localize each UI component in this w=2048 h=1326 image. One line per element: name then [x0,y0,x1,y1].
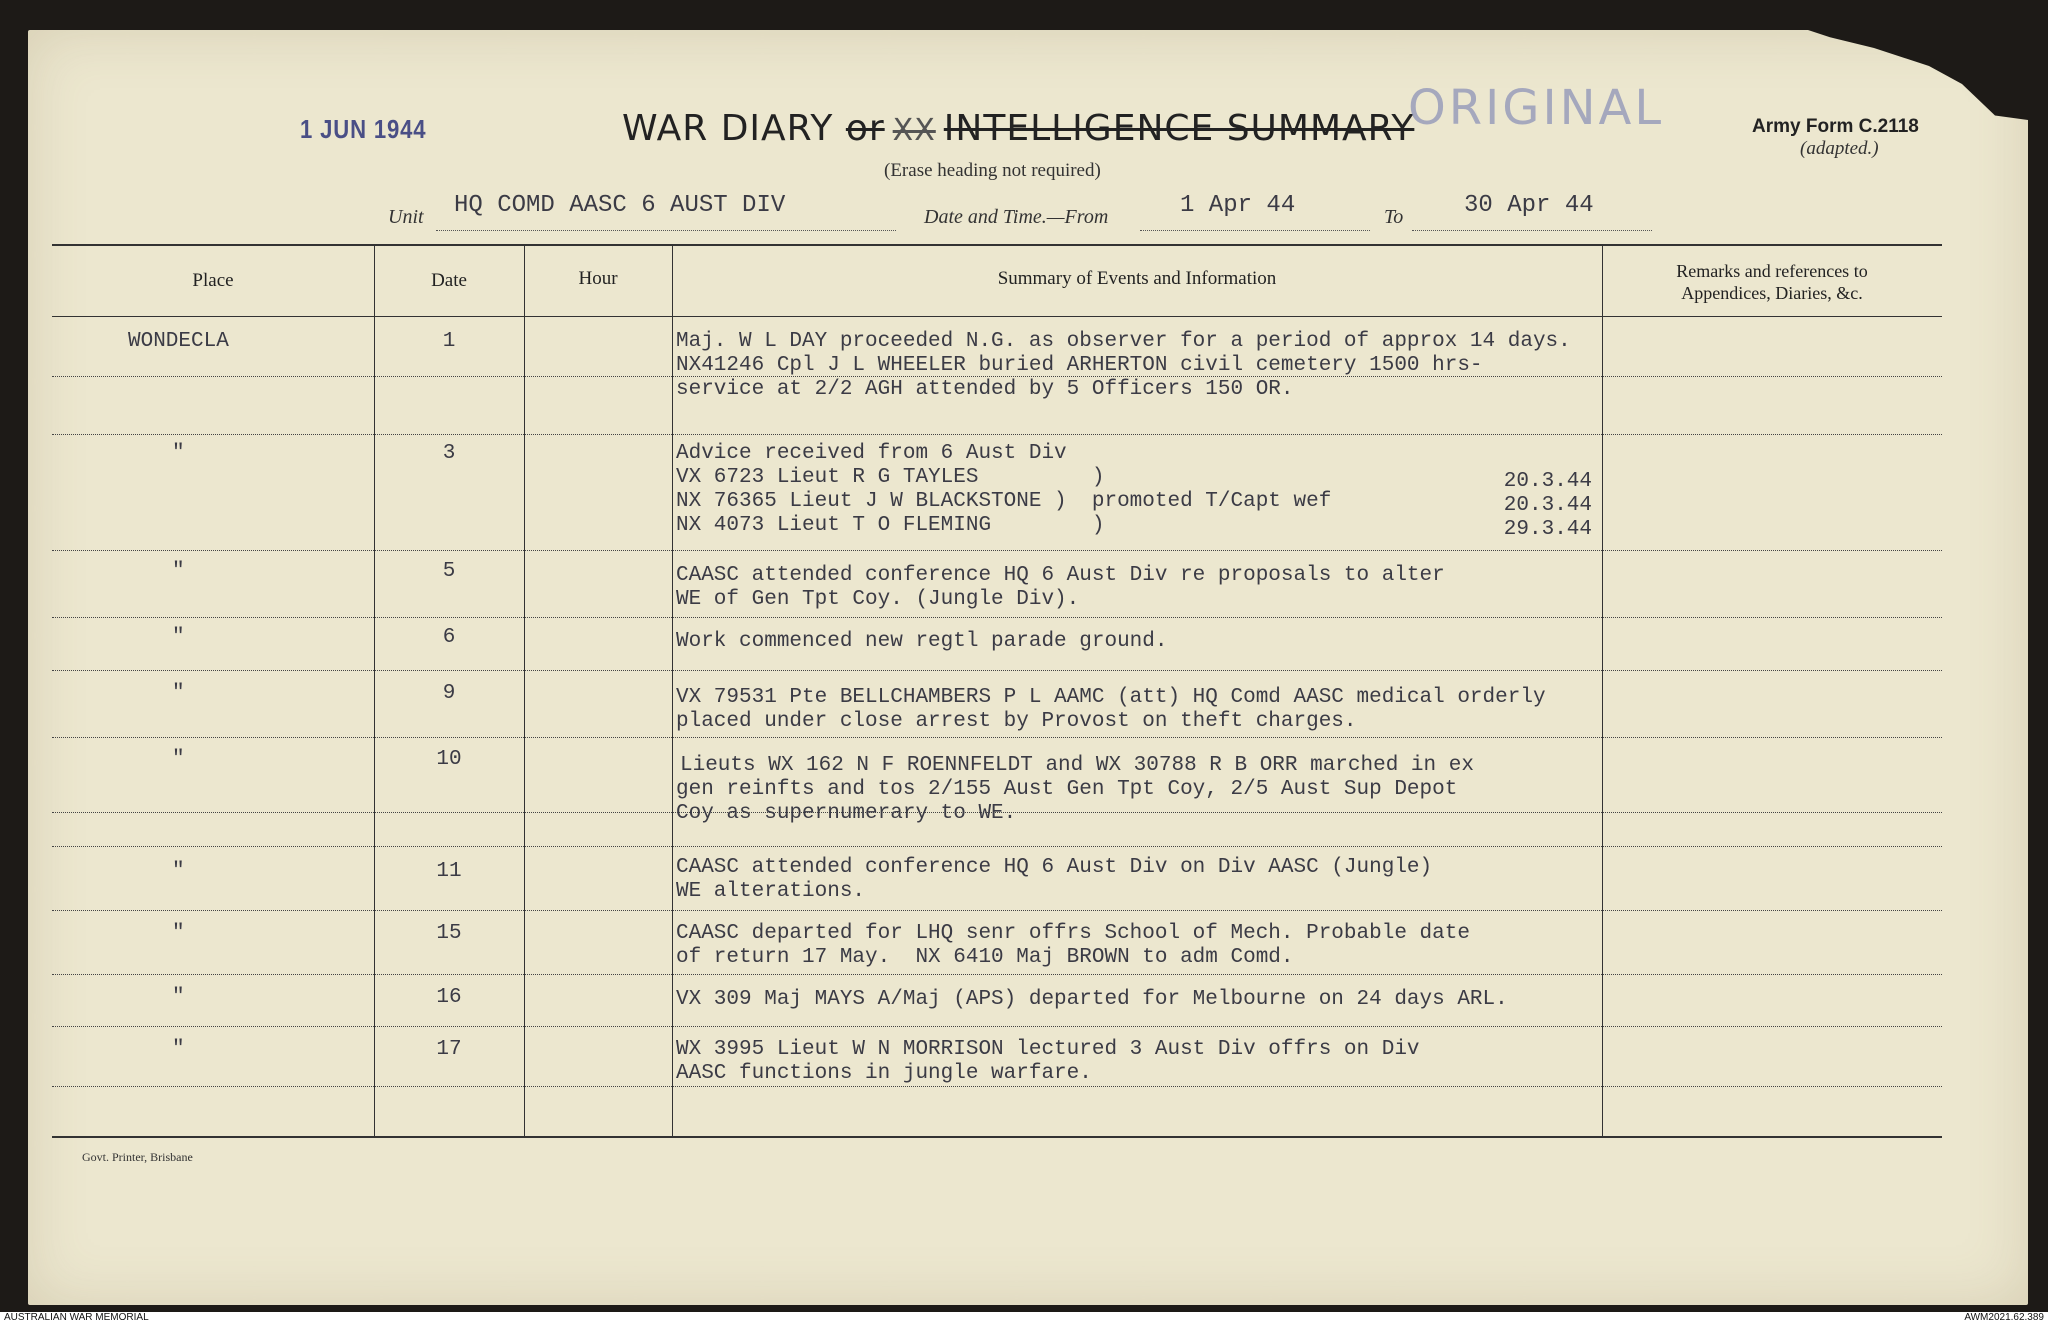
entry-line: NX 4073 Lieut T O FLEMING ) [676,514,1105,537]
entry-place: " [172,626,185,649]
entry-place: " [172,922,185,945]
entry-date: 17 [436,1038,462,1061]
title-struck-xx: XX [892,113,936,148]
unit-value: HQ COMD AASC 6 AUST DIV [454,192,786,219]
title-war-diary: WAR DIARY [622,108,834,149]
entry-date: 16 [436,986,462,1009]
entry-place: WONDECLA [128,330,229,353]
entry-line: Lieuts WX 162 N F ROENNFELDT and WX 30788 R B ORR marched in ex [680,754,1474,777]
entry-place: " [172,986,185,1009]
entry-date: 11 [436,860,462,883]
entry-place: " [172,1038,185,1061]
original-stamp: ORIGINAL [1408,80,1665,136]
institution-caption: AUSTRALIAN WAR MEMORIAL [4,1312,149,1323]
date-from-dotted-line [1140,230,1370,231]
entry-line: Advice received from 6 Aust Div [676,442,1067,465]
entry-line: WE of Gen Tpt Coy. (Jungle Div). [676,588,1080,611]
header-remarks-line1: Remarks and references to [1676,261,1868,281]
col-divider-summary [1602,246,1603,1136]
entry-line: of return 17 May. NX 6410 Maj BROWN to adm Comd. [676,946,1294,969]
row-rule [52,1026,1942,1027]
torn-corner [1808,30,2028,120]
header-remarks-line2: Appendices, Diaries, &c. [1681,283,1863,303]
effective-date: 20.3.44 [1503,494,1592,517]
header-place: Place [192,270,234,291]
erase-note: (Erase heading not required) [884,160,1101,181]
entry-place: " [172,748,185,771]
title-or: or [845,108,885,149]
entry-line: CAASC attended conference HQ 6 Aust Div re proposals to alter [676,564,1445,587]
page-title [622,108,1414,149]
entry-date: 3 [442,442,456,465]
archive-caption-bar [0,1312,2048,1326]
entry-line: VX 79531 Pte BELLCHAMBERS P L AAMC (att) HQ Comd AASC medical orderly [676,686,1546,709]
entry-line: gen reinfts and tos 2/155 Aust Gen Tpt Coy, 2/5 Aust Sup Depot [676,778,1458,801]
unit-label: Unit [388,206,424,228]
row-rule [52,846,1942,847]
diary-table [52,244,1942,1138]
entry-date: 15 [436,922,462,945]
row-rule [52,670,1942,671]
entry-date: 6 [442,626,456,649]
received-date-stamp: 1 JUN 1944 [300,114,427,144]
date-to-value: 30 Apr 44 [1464,192,1594,219]
form-number: Army Form C.2118 [1752,116,1919,137]
header-summary: Summary of Events and Information [997,268,1277,289]
row-rule [52,1086,1942,1087]
entry-line: Coy as supernumerary to WE. [676,802,1017,825]
entry-place: " [172,560,185,583]
entry-line: CAASC attended conference HQ 6 Aust Div on Div AASC (Jungle) [676,856,1433,879]
header-rule [52,316,1942,317]
printer-imprint: Govt. Printer, Brisbane [82,1150,193,1164]
entry-line: VX 309 Maj MAYS A/Maj (APS) departed for Melbourne on 24 days ARL. [676,988,1508,1011]
entry-line: service at 2/2 AGH attended by 5 Officers 150 OR. [676,378,1294,401]
row-rule [52,910,1942,911]
entry-date: 5 [442,560,456,583]
entry-line: WE alterations. [676,880,866,903]
entry-date: 10 [436,748,462,771]
entry-line: WX 3995 Lieut W N MORRISON lectured 3 Aust Div offrs on Div [676,1038,1420,1061]
entry-line: VX 6723 Lieut R G TAYLES ) [676,466,1105,489]
header-remarks [1602,260,1942,304]
date-to-label: To [1384,206,1404,228]
entry-line: NX 76365 Lieut J W BLACKSTONE ) promoted T/Capt wef [676,490,1332,513]
entry-line: placed under close arrest by Provost on theft charges. [676,710,1357,733]
entry-date: 9 [442,682,456,705]
form-adapted: (adapted.) [1800,138,1879,159]
row-rule [52,974,1942,975]
effective-date: 20.3.44 [1503,470,1592,493]
entry-line: AASC functions in jungle warfare. [676,1062,1092,1085]
entry-place: " [172,682,185,705]
col-divider-date [524,246,525,1136]
title-struck-intelligence: INTELLIGENCE SUMMARY [943,108,1415,149]
entry-place: " [172,442,185,465]
row-rule [52,434,1942,435]
unit-dotted-line [436,230,896,231]
reference-caption: AWM2021.62.389 [1964,1312,2044,1323]
entry-line: Work commenced new regtl parade ground. [676,630,1168,653]
entry-date: 1 [442,330,456,353]
entry-line: Maj. W L DAY proceeded N.G. as observer for a period of approx 14 days. [676,330,1571,353]
entry-place: " [172,860,185,883]
date-to-dotted-line [1412,230,1652,231]
row-rule [52,550,1942,551]
row-rule [52,617,1942,618]
header-hour: Hour [578,268,618,289]
effective-date: 29.3.44 [1503,518,1592,541]
date-from-label: Date and Time.—From [924,206,1109,228]
row-rule [52,737,1942,738]
col-divider-hour [672,246,673,1136]
entry-line: CAASC departed for LHQ senr offrs School of Mech. Probable date [676,922,1470,945]
entry-line: NX41246 Cpl J L WHEELER buried ARHERTON civil cemetery 1500 hrs- [676,354,1483,377]
header-date: Date [431,270,467,291]
date-from-value: 1 Apr 44 [1180,192,1296,219]
